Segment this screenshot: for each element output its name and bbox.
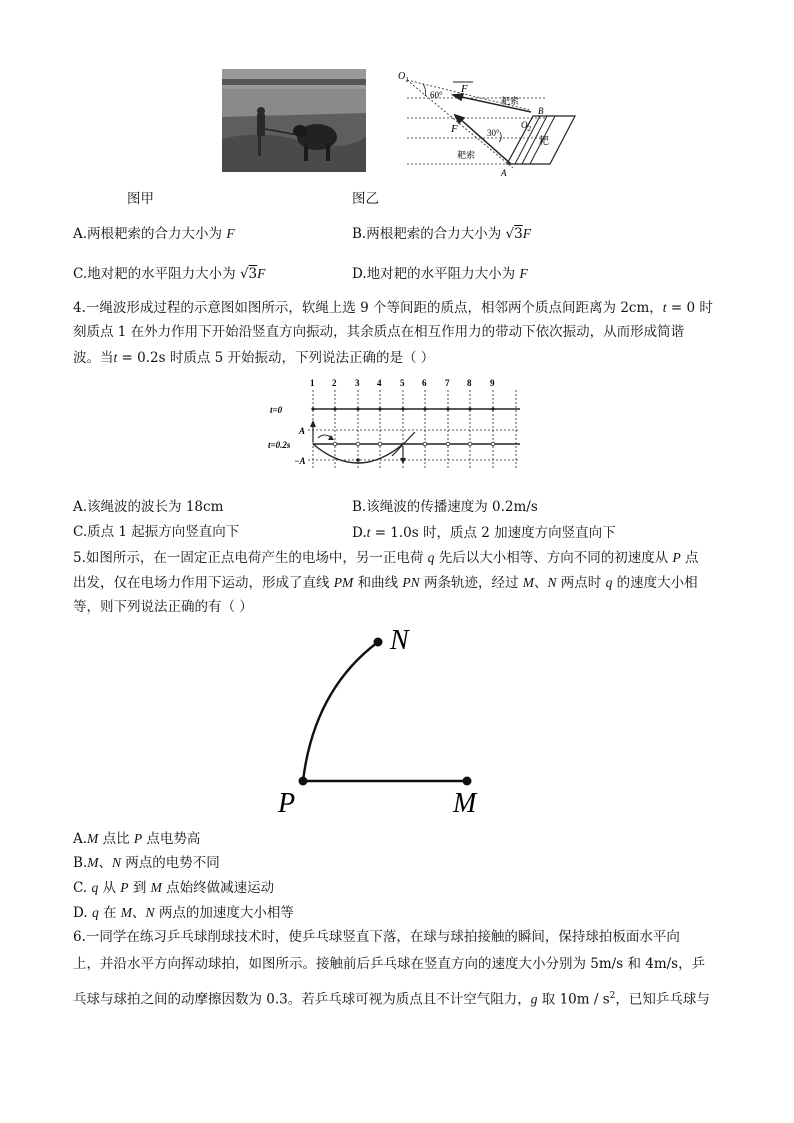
label-o2: $O_2$ bbox=[521, 120, 531, 133]
figure-b-caption: 图乙 bbox=[352, 191, 379, 207]
label-a: A bbox=[501, 168, 507, 178]
label-o1: $O_1$ bbox=[398, 71, 409, 84]
point-label: 4 bbox=[377, 378, 382, 388]
q4-stem-line-2: 刻质点 1 在外力作用下开始沿竖直方向振动，其余质点在相互作用力的带动下依次振动，从而形成简谐 bbox=[73, 324, 685, 340]
q6-stem-line-3: 乓球与球拍之间的动摩擦因数为 0.3。若乒乓球可视为质点且不计空气阻力，g 取 $10m / s^2$，已知乒乓球与 bbox=[73, 991, 710, 1008]
row-label-t0: t=0 bbox=[270, 405, 283, 415]
point-label: 9 bbox=[490, 378, 495, 388]
q4-option-a: A.该绳波的波长为 18cm bbox=[73, 499, 224, 515]
q6-stem-line-1: 6.一同学在练习乒乓球削球技术时，使乒乓球竖直下落，在球与球拍接触的瞬间，保持球拍板面水平向 bbox=[73, 929, 680, 945]
label-angle-30: 30° bbox=[487, 128, 500, 138]
plowing-photo bbox=[222, 69, 366, 172]
sqrt-sign: √ bbox=[239, 266, 249, 282]
q5-option-d: D. q 在 M、N 两点的加速度大小相等 bbox=[73, 905, 294, 921]
upper-force-arrow bbox=[457, 96, 531, 112]
label-rake: 耙 bbox=[539, 136, 549, 147]
figure-a-caption: 图甲 bbox=[127, 191, 154, 207]
label-force-top: F bbox=[461, 83, 468, 95]
point-p bbox=[299, 777, 308, 786]
q3-option-c: C.地对耙的水平阻力大小为 √3F bbox=[73, 266, 266, 282]
q3-option-d: D.地对耙的水平阻力大小为 F bbox=[352, 266, 528, 282]
point-label: 7 bbox=[445, 378, 450, 388]
q5-stem-line-2: 出发，仅在电场力作用下运动，形成了直线 PM 和曲线 PN 两条轨迹，经过 M、N 两点时 q 的速度大小相 bbox=[73, 575, 698, 591]
q5-option-a: A.M 点比 P 点电势高 bbox=[73, 831, 201, 847]
q4-option-c: C.质点 1 起振方向竖直向下 bbox=[73, 524, 240, 540]
q4-stem-line-1: 4.一绳波形成过程的示意图如图所示，软绳上选 9 个等间距的质点，相邻两个质点间距离为 2cm，t = 0 时 bbox=[73, 300, 713, 316]
q3-option-a: A.两根耙索的合力大小为 F bbox=[73, 226, 235, 242]
point-label: 1 bbox=[310, 378, 315, 388]
label-b: B bbox=[538, 106, 544, 116]
point-label: 2 bbox=[332, 378, 337, 388]
label-force-bottom: F bbox=[451, 123, 458, 135]
amplitude-label-neg: −A bbox=[294, 456, 306, 466]
row-label-t02: t=0.2s bbox=[268, 440, 291, 450]
point1-arrowhead bbox=[310, 420, 316, 427]
amplitude-label-pos: A bbox=[299, 426, 306, 436]
point-label: 3 bbox=[355, 378, 360, 388]
rope-wave-diagram bbox=[268, 374, 528, 474]
point-label: 8 bbox=[467, 378, 472, 388]
angle-60-arc bbox=[423, 84, 426, 96]
trough-point bbox=[356, 458, 360, 462]
point-label: 5 bbox=[400, 378, 405, 388]
plowing-photo-graphic bbox=[222, 69, 366, 172]
q4-stem-line-3: 波。当t = 0.2s 时质点 5 开始振动，下列说法正确的是（ ） bbox=[73, 350, 435, 366]
rake-force-diagram bbox=[395, 68, 585, 180]
q5-option-b: B.M、N 两点的电势不同 bbox=[73, 855, 220, 871]
q5-option-c: C. q 从 P 到 M 点始终做减速运动 bbox=[73, 880, 275, 896]
q4-option-d: D.t = 1.0s 时，质点 2 加速度方向竖直向下 bbox=[352, 525, 616, 541]
curve-pn bbox=[303, 642, 378, 781]
label-rope-bottom: 耙索 bbox=[457, 150, 476, 160]
q6-stem-line-2: 上，并沿水平方向挥动球拍，如图所示。接触前后乒乓球在竖直方向的速度大小分别为 5m/s 和 4m/s，乒 bbox=[73, 956, 706, 972]
q5-stem-line-1: 5.如图所示，在一固定正点电荷产生的电场中，另一正电荷 q 先后以大小相等、方向不同的初速度从 P 点 bbox=[73, 550, 699, 566]
trajectory-diagram bbox=[270, 620, 500, 825]
label-p: P bbox=[278, 788, 296, 819]
label-rope-top: 耙索 bbox=[501, 96, 520, 106]
q4-option-b: B.该绳波的传播速度为 0.2m/s bbox=[352, 499, 538, 515]
horizontal-grid-lines bbox=[308, 430, 520, 460]
q5-stem-line-3: 等，则下列说法正确的有（ ） bbox=[73, 599, 253, 615]
point-m bbox=[463, 777, 472, 786]
label-m: M bbox=[453, 788, 477, 819]
q3-option-b: B.两根耙索的合力大小为 √3F bbox=[352, 226, 531, 242]
label-angle-60: 60° bbox=[430, 90, 443, 100]
point-label: 6 bbox=[422, 378, 427, 388]
point-n bbox=[374, 638, 383, 647]
label-n: N bbox=[390, 625, 409, 656]
sqrt-sign: √ bbox=[505, 226, 515, 242]
point5-arrowhead bbox=[400, 458, 406, 464]
